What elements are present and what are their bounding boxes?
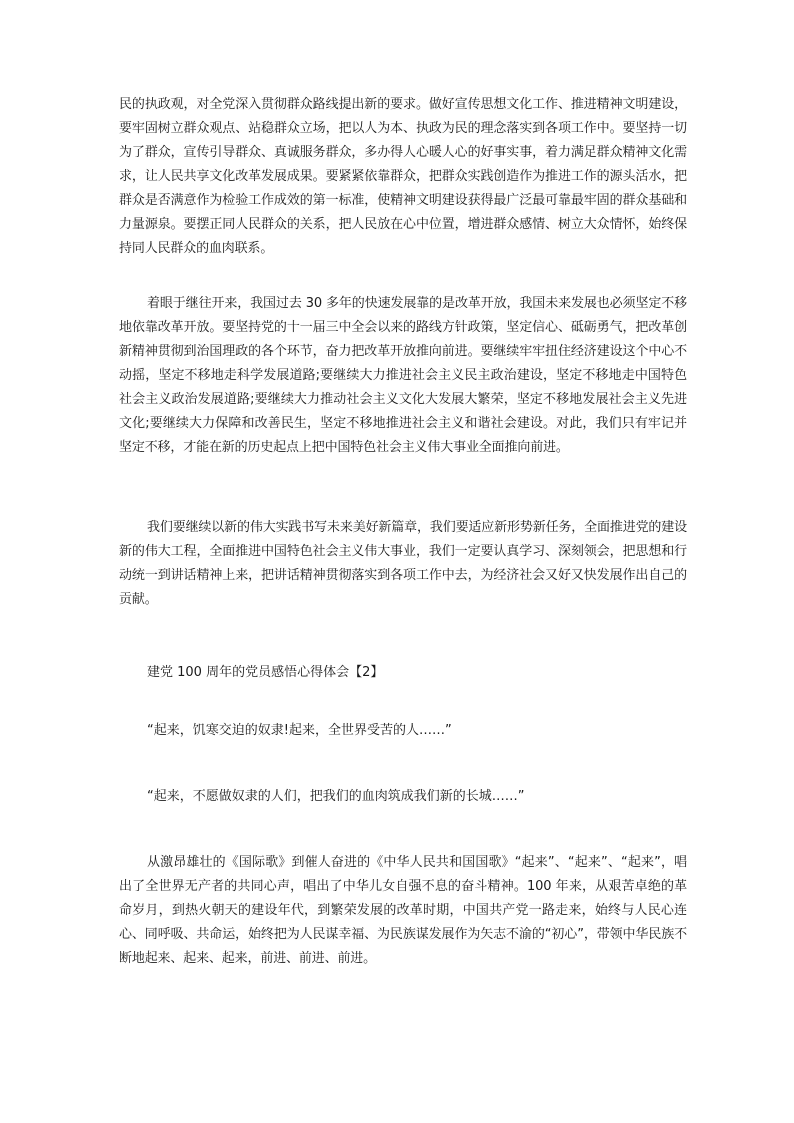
quote-internationale: “起来，饥寒交迫的奴隶!起来，全世界受苦的人……” — [147, 723, 452, 738]
section-heading: 建党 100 周年的党员感悟心得体会【2】 — [147, 665, 384, 680]
paragraph-new-chapter: 我们要继续以新的伟大实践书写未来美好新篇章，我们要适应新形势新任务，全面推进党的建设新的伟大工程，全面推进中国特色社会主义伟大事业，我们一定要认真学习、深刻领会，把思想和行动统一到讲话精神上来，把讲话精神贯彻落实到各项工作中去，为经济社会又好又快发展作出自己的贡献。 — [119, 520, 687, 607]
quote-national-anthem: “起来，不愿做奴隶的人们，把我们的血肉筑成我们新的长城……” — [147, 789, 525, 804]
paragraph-rise-up: 从激昂雄壮的《国际歌》到催人奋进的《中华人民共和国国歌》“起来”、“起来”、“起来”，唱出了全世界无产者的共同心声，唱出了中华儿女自强不息的奋斗精神。100 年来，从艰苦卓绝的革命岁月，到热火朝天的建设年代，到繁荣发展的改革时期，中国共产党一路走来，始终与人民心连心、同呼吸、共命运，始终把为人民谋幸福、为民族谋发展作为矢志不渝的“初心”，带领中华民族不断地起来、起来、起来，前进、前进、前进。 — [119, 855, 687, 966]
paragraph-reform-opening: 着眼于继往开来，我国过去 30 多年的快速发展靠的是改革开放，我国未来发展也必须坚定不移地依靠改革开放。要坚持党的十一届三中全会以来的路线方针政策，坚定信心、砥砺勇气，把改革创新精神贯彻到治国理政的各个环节，奋力把改革开放推向前进。要继续牢牢扭住经济建设这个中心不动摇，坚定不移地走科学发展道路;要继续大力推进社会主义民主政治建设，坚定不移地走中国特色社会主义政治发展道路;要继续大力推动社会主义文化大发展大繁荣，坚定不移地发展社会主义先进文化;要继续大力保障和改善民生，坚定不移地推进社会主义和谐社会建设。对此，我们只有牢记并坚定不移，才能在新的历史起点上把中国特色社会主义伟大事业全面推向前进。 — [119, 296, 687, 455]
paragraph-party-mass-line: 民的执政观，对全党深入贯彻群众路线提出新的要求。做好宣传思想文化工作、推进精神文明建设，要牢固树立群众观点、站稳群众立场，把以人为本、执政为民的理念落实到各项工作中。要坚持一切为了群众，宣传引导群众、真诚服务群众，多办得人心暖人心的好事实事，着力满足群众精神文化需求，让人民共享文化改革发展成果。要紧紧依靠群众，把群众实践创造作为推进工作的源头活水，把群众是否满意作为检验工作成效的第一标准，使精神文明建设获得最广泛最可靠最牢固的群众基础和力量源泉。要摆正同人民群众的关系，把人民放在心中位置，增进群众感情、树立大众情怀，始终保持同人民群众的血肉联系。 — [119, 97, 687, 256]
